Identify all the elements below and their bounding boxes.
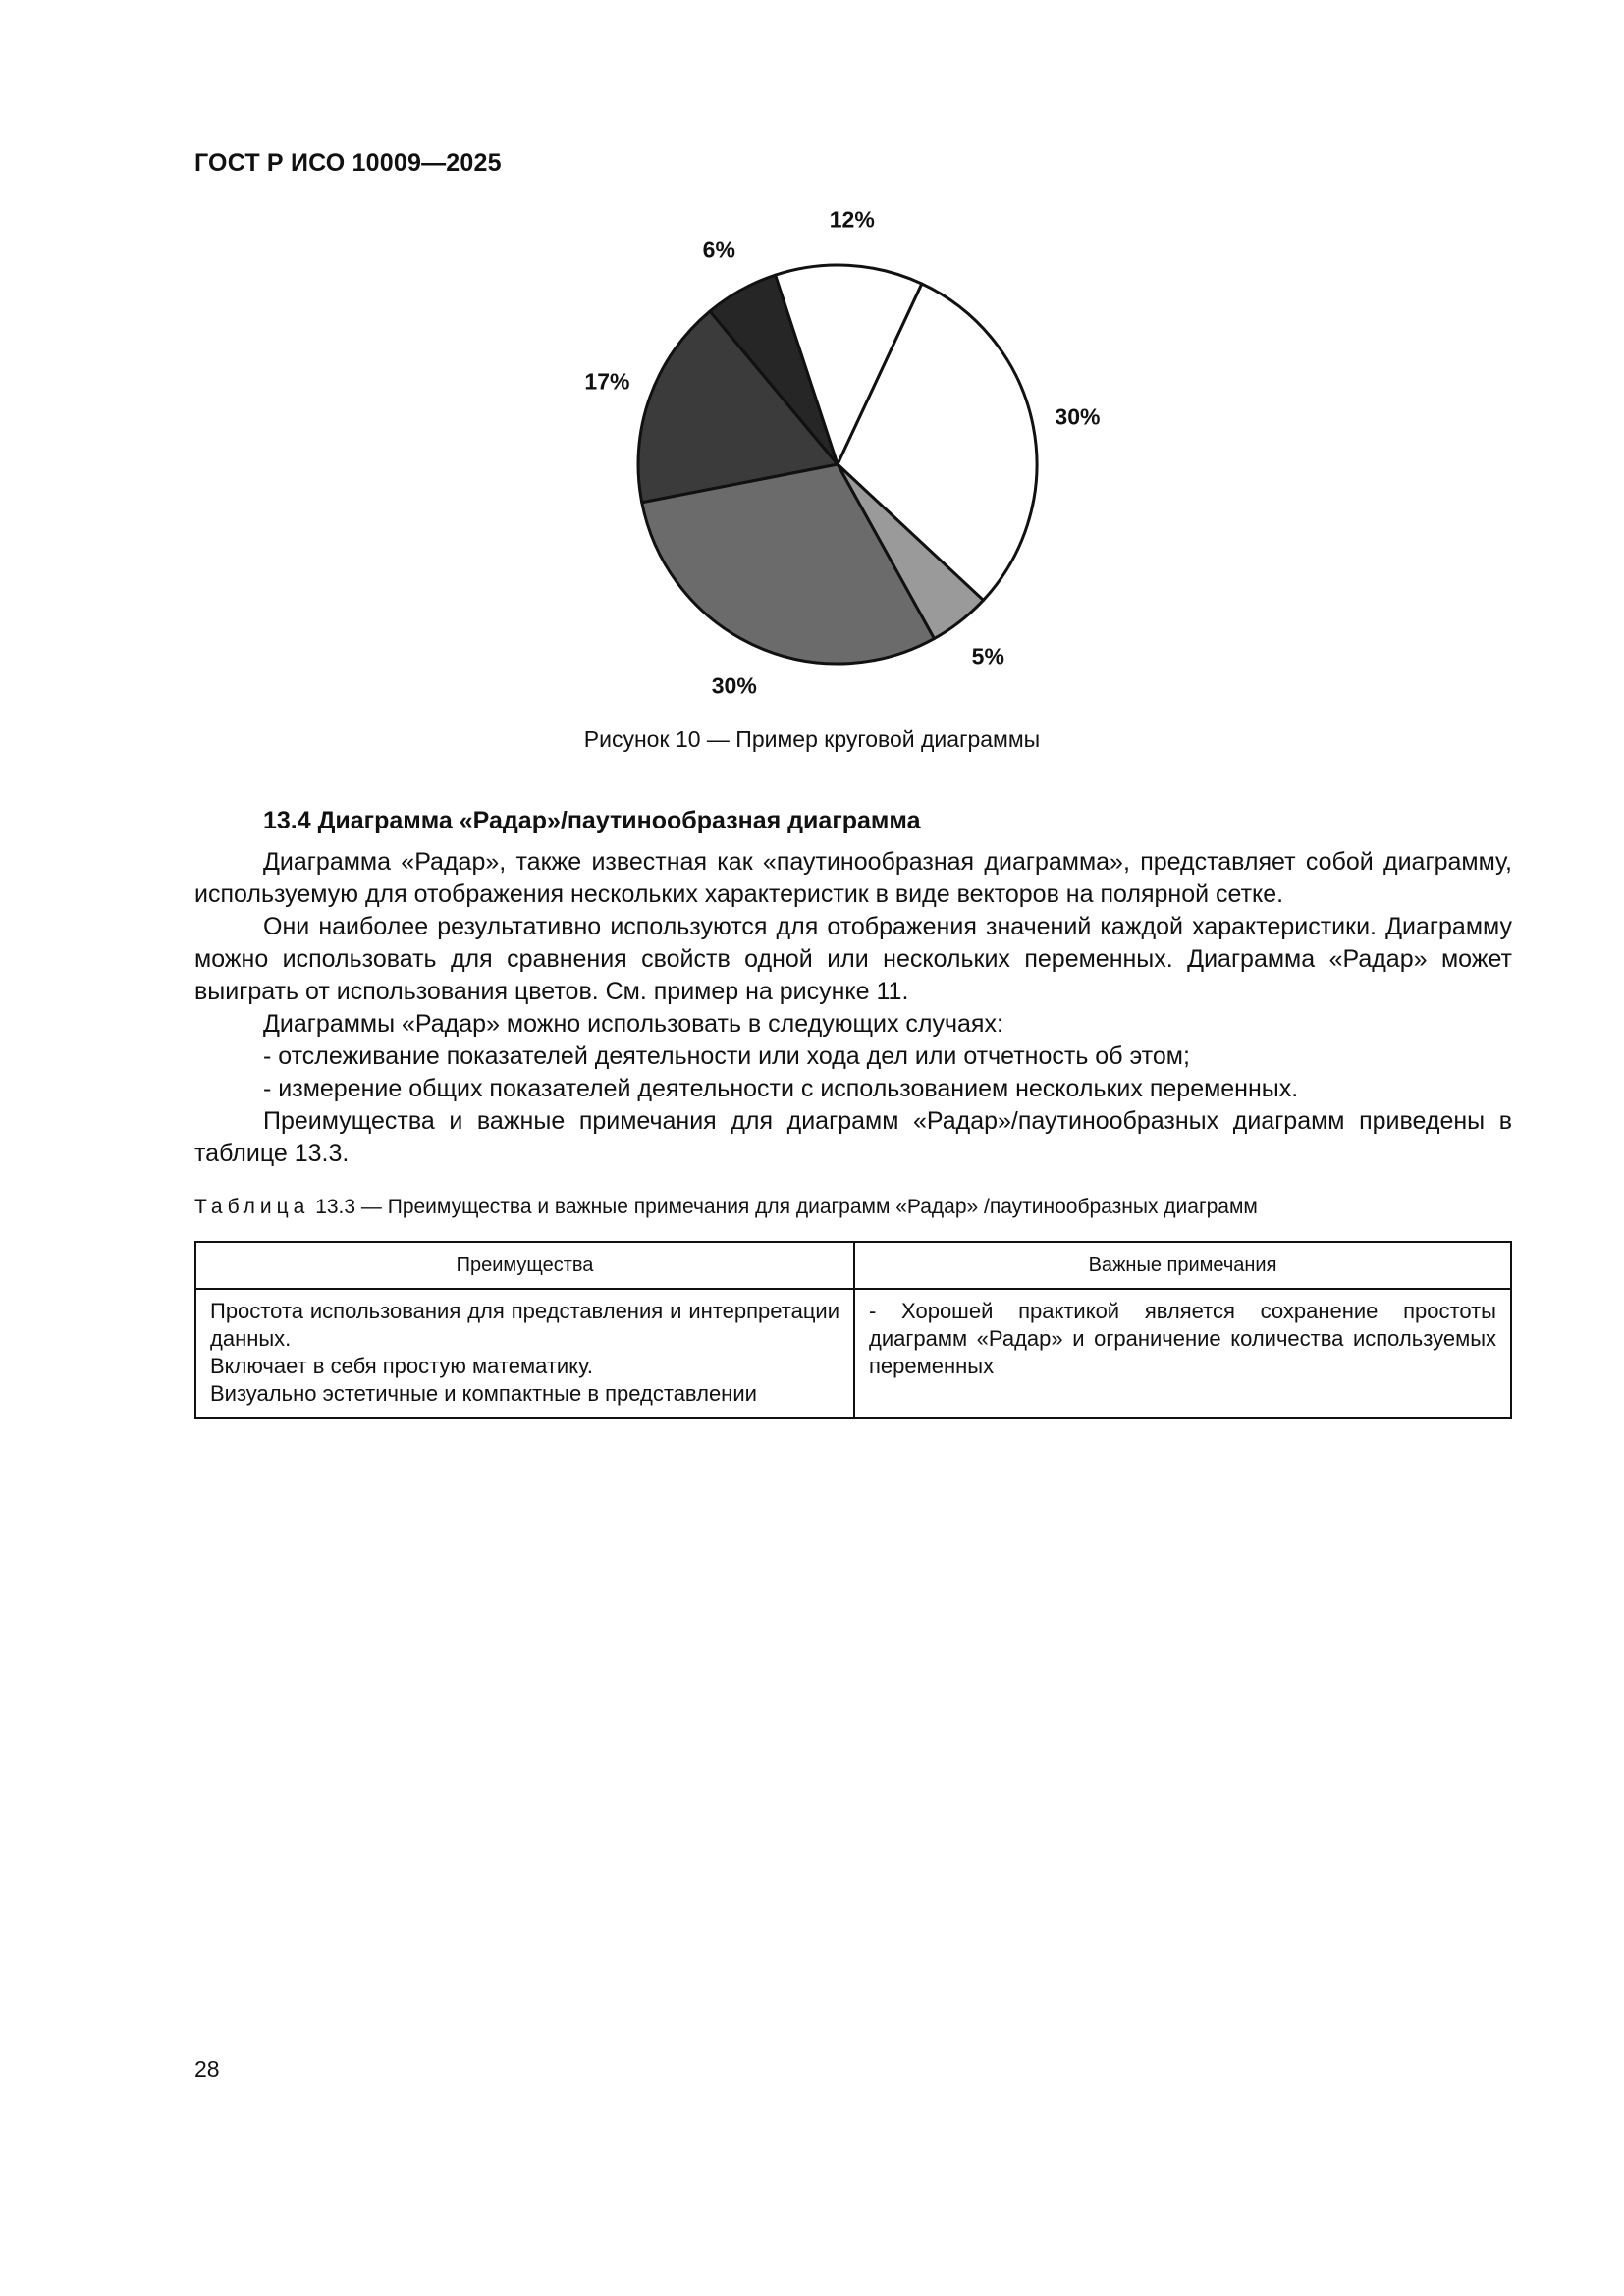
table-caption-prefix: Таблица — [194, 1196, 310, 1218]
pie-chart-figure — [550, 206, 1139, 707]
advantage-line: Включает в себя простую математику. — [210, 1354, 594, 1378]
paragraph: Преимущества и важные примечания для диаграмм «Радар»/паутинообразных диаграмм приведены в таблице 13.3. — [194, 1107, 1512, 1167]
pie-chart — [550, 221, 1139, 707]
table-header-cell: Преимущества — [195, 1242, 854, 1289]
pie-slice-label: 30% — [1055, 403, 1101, 430]
figure-caption: Рисунок 10 — Пример круговой диаграммы — [583, 726, 1041, 752]
section-body — [194, 846, 1512, 1170]
list-item: - отслеживание показателей деятельности или хода дел или отчетность об этом; — [263, 1042, 1190, 1070]
table-caption-text: 13.3 — Преимущества и важные примечания для диаграмм «Радар» /паутинообразных диаграмм — [315, 1196, 1258, 1218]
table-header-cell: Важные примечания — [854, 1242, 1511, 1289]
notes-table — [194, 1241, 1512, 1419]
page-number: 28 — [194, 2056, 220, 2082]
advantage-line: Визуально эстетичные и компактные в представлении — [210, 1381, 757, 1406]
pie-slice-label: 12% — [829, 206, 875, 233]
list-item: - измерение общих показателей деятельности с использованием нескольких переменных. — [263, 1075, 1299, 1102]
pie-slice-label: 5% — [971, 643, 1004, 669]
notes-cell — [854, 1289, 1511, 1418]
paragraph: Диаграмма «Радар», также известная как «паутинообразная диаграмма», представляет собой диаграмму, используемую для отображения нескольких характеристик в виде векторов на полярной сетке. — [194, 848, 1512, 908]
pie-slice-label: 30% — [711, 672, 757, 699]
section-title: 13.4 Диаграмма «Радар»/паутинообразная диаграмма — [263, 807, 921, 834]
document-header: ГОСТ Р ИСО 10009—2025 — [194, 149, 502, 177]
pie-slice-label: 6% — [702, 237, 735, 263]
note-line: - Хорошей практикой является сохранение простоты диаграмм «Радар» и ограничение количества используемых переменных — [869, 1299, 1496, 1378]
table-row — [195, 1289, 1511, 1418]
pie-slice-label: 17% — [584, 368, 630, 395]
advantages-cell — [195, 1289, 854, 1418]
advantage-line: Простота использования для представления и интерпретации данных. — [210, 1299, 839, 1351]
table-caption — [194, 1196, 1258, 1219]
paragraph: Диаграммы «Радар» можно использовать в следующих случаях: — [263, 1010, 1003, 1038]
paragraph: Они наиболее результативно используются для отображения значений каждой характеристики. Диаграмму можно использовать для сравнения свойств одной или нескольких переменных. Диаграмма «Радар» может выиграть от использования цветов. См. пример на рисунке 11. — [194, 913, 1512, 1005]
table-header-row — [195, 1242, 1511, 1289]
